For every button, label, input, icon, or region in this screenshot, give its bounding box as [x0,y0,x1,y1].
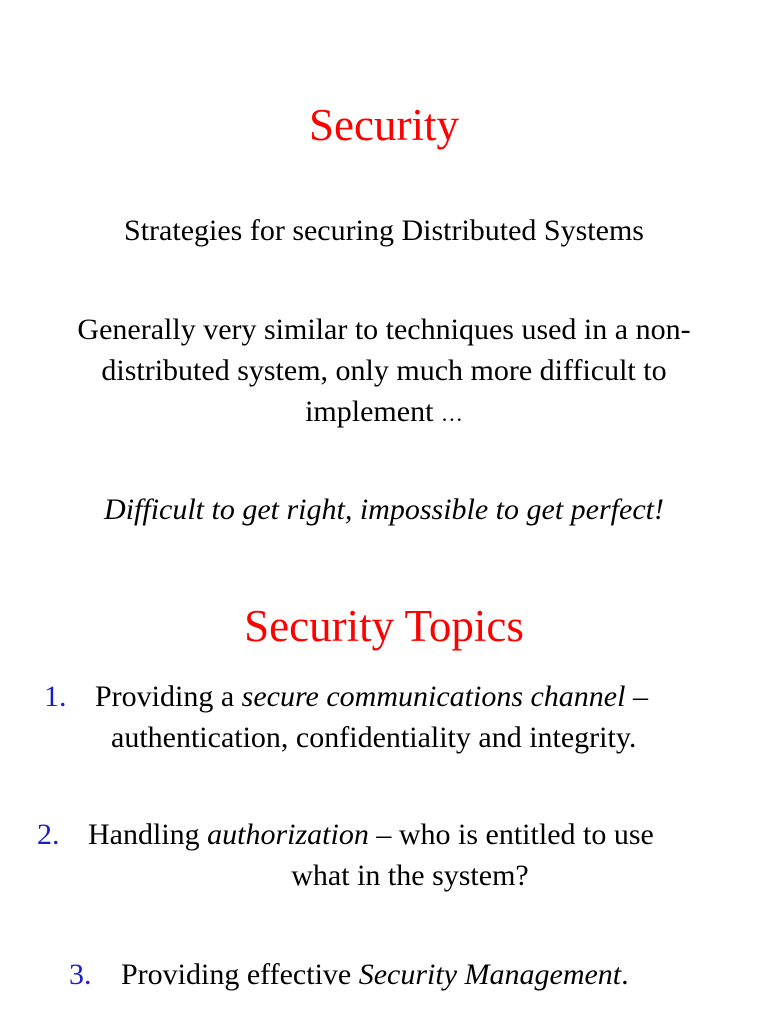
intro-paragraph-line-3 [0,391,768,434]
topic-item-2 [37,815,654,855]
topic-prefix-1: Providing a [95,680,242,713]
intro-paragraph-line-1: Generally very similar to techniques used in a non- [77,313,691,346]
intro-paragraph [0,309,768,434]
topic-continuation-2: what in the system? [291,859,529,892]
topic-suffix-3: . [621,958,629,991]
topic-item-1 [44,677,648,717]
section-title: Security Topics [244,601,524,651]
slide-subtitle: Strategies for securing Distributed Systems [124,214,644,247]
topic-suffix-1: – [625,680,648,713]
topic-suffix-2: – who is entitled to use [368,818,654,851]
topic-continuation-1: authentication, confidentiality and integrity. [111,721,637,754]
topic-prefix-2: Handling [88,818,208,851]
topic-emphasis-2: authorization [207,818,369,851]
topic-number-2: 2. [37,818,60,851]
slide-title: Security [309,100,459,150]
topic-prefix-3: Providing effective [121,958,359,991]
topic-emphasis-3: Security Management [358,958,622,991]
topic-item-3 [69,955,629,995]
ellipsis: … [440,401,463,426]
italic-quote: Difficult to get right, impossible to get perfect! [104,493,664,526]
intro-paragraph-line-2: distributed system, only much more difficult to [101,354,667,387]
intro-paragraph-line-3-text: implement [305,395,441,428]
topic-number-3: 3. [69,958,92,991]
topic-emphasis-1: secure communications channel [241,680,626,713]
topic-number-1: 1. [44,680,67,713]
